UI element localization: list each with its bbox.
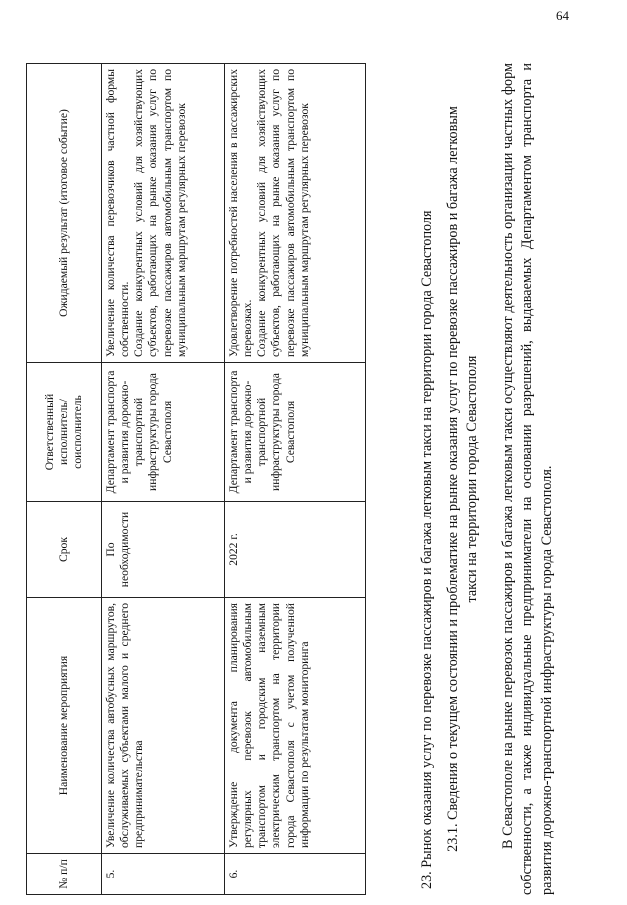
row-result-line: Создание конкурентных условий для хозяйствующих субъектов, работающих на рынке оказания услуг по перевозке пассажиров автомобильным транспортом по муниципальным маршрутам регулярных перевозок bbox=[132, 69, 188, 357]
row-num: 5. bbox=[102, 854, 225, 895]
row-num: 6. bbox=[225, 854, 366, 895]
row-result bbox=[102, 64, 225, 363]
header-result: Ожидаемый результат (итоговое событие) bbox=[27, 64, 102, 363]
rotated-content bbox=[14, 50, 614, 895]
section-heading-23: 23. Рынок оказания услуг по перевозке пассажиров и багажа легковым такси на территории города Севастополя bbox=[419, 210, 435, 889]
table-header-row bbox=[27, 64, 102, 895]
section-heading-23-1: 23.1. Сведения о текущем состоянии и проблематике на рынке оказания услуг по перевозке пассажиров и багажа легковым такси на территории города Севастополя bbox=[445, 106, 480, 852]
measures-table bbox=[26, 63, 366, 895]
header-term: Срок bbox=[27, 502, 102, 598]
row-result-line: Создание конкурентных условий для хозяйствующих субъектов, работающих на рынке оказания услуг по перевозке пассажиров автомобильным транспортом по муниципальным маршрутам регулярных перевозок bbox=[255, 69, 311, 357]
row-name: Утверждение документа планирования регулярных перевозок автомобильным транспортом и городским наземным электрическим транспортом на территории города Севастополя с учетом полученной информации по результатам мониторинга bbox=[225, 598, 366, 854]
row-responsible: Департамент транспорта и развития дорожно-транспортной инфраструктуры города Севастополя bbox=[102, 363, 225, 502]
header-name: Наименование мероприятия bbox=[27, 598, 102, 854]
body-paragraph: В Севастополе на рынке перевозок пассажиров и багажа легковым такси осуществляют деятельность организации частных форм собственности, а также индивидуальные предприниматели на основании разрешений, выдаваемых Департаментом транспорта и развития дорожно-транспортной инфраструктуры города Севастополя. bbox=[500, 63, 555, 895]
row-result bbox=[225, 64, 366, 363]
header-responsible: Ответственный исполнитель/ соисполнитель bbox=[27, 363, 102, 502]
row-result-line: Увеличение количества перевозчиков частной формы собственности. bbox=[104, 69, 132, 357]
row-term: 2022 г. bbox=[225, 502, 366, 598]
row-responsible: Департамент транспорта и развития дорожно-транспортной инфраструктуры города Севастополя bbox=[225, 363, 366, 502]
page-number: 64 bbox=[556, 8, 569, 23]
row-result-line: Удовлетворение потребностей населения в пассажирских перевозках. bbox=[227, 69, 255, 357]
row-term: По необходимости bbox=[102, 502, 225, 598]
table-row bbox=[225, 64, 366, 895]
row-name: Увеличение количества автобусных маршрутов, обслуживаемых субъектами малого и среднего предпринимательства bbox=[102, 598, 225, 854]
table-row bbox=[102, 64, 225, 895]
header-num: № п/п bbox=[27, 854, 102, 895]
